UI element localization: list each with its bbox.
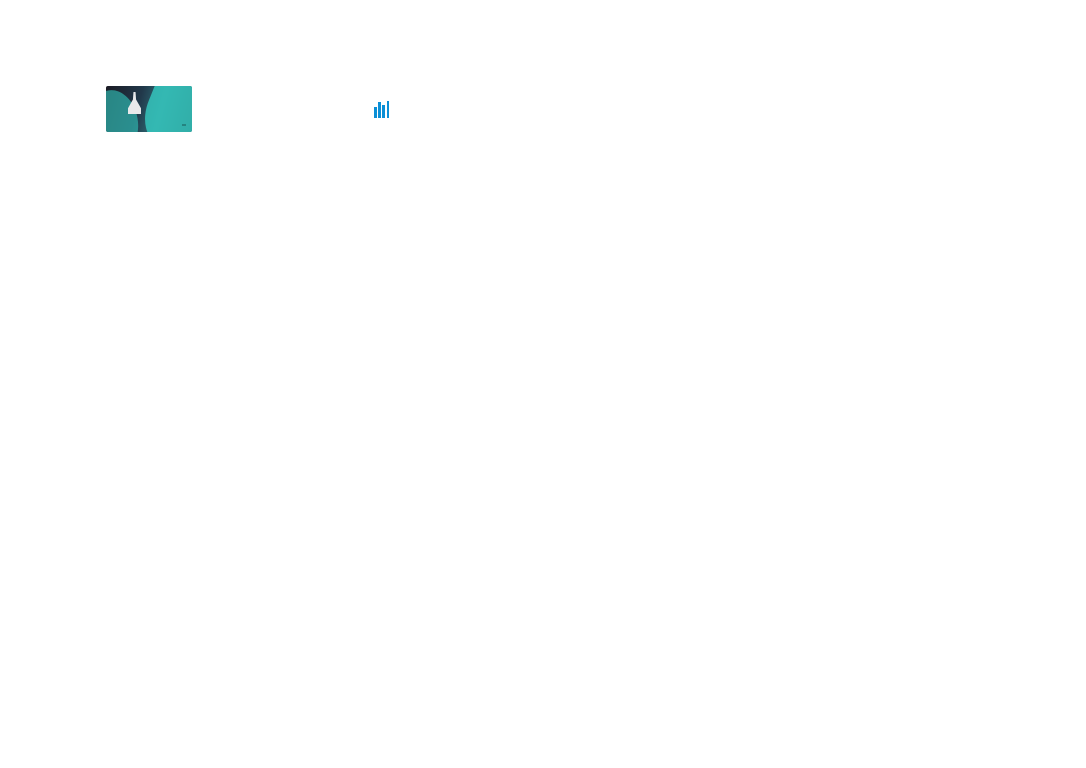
latin-grammy-nominee-badge (106, 86, 192, 132)
badge-nominee-label (182, 124, 186, 126)
abbey-road-logo (374, 101, 396, 118)
staff-system (633, 143, 1015, 655)
equalizer-bars-icon (374, 101, 389, 118)
score-page (543, 0, 1086, 768)
